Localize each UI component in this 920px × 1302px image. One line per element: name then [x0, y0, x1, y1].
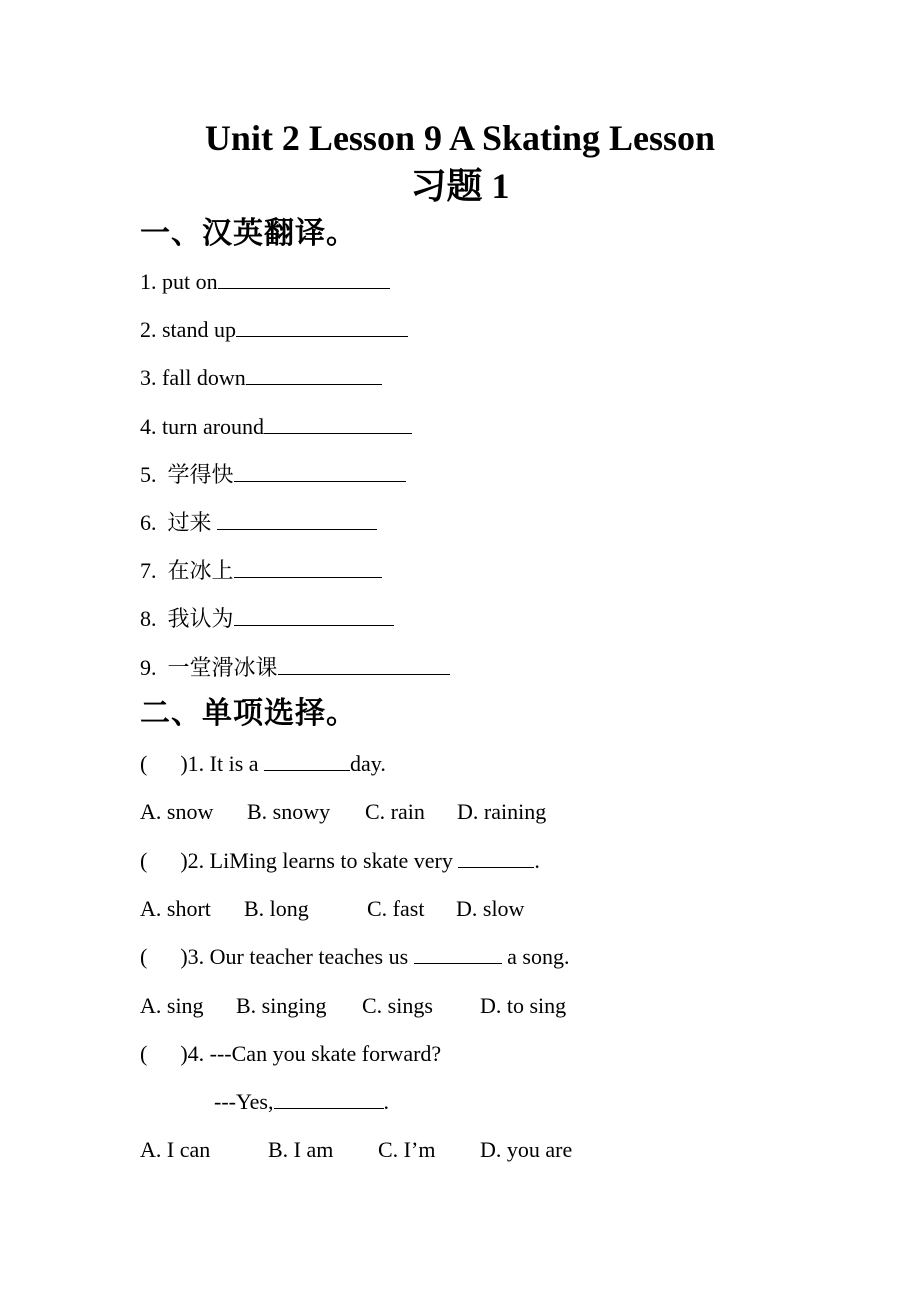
question-blank[interactable]	[264, 750, 350, 771]
option-a[interactable]: A. sing	[140, 992, 204, 1018]
translation-answer-blank[interactable]	[236, 316, 408, 337]
option-c[interactable]: C. sings	[362, 992, 433, 1018]
translation-answer-blank[interactable]	[278, 654, 450, 675]
question-stem	[140, 750, 386, 778]
item-prompt: 我认为	[167, 606, 234, 632]
item-prompt: 在冰上	[167, 558, 234, 584]
section-heading-multiple-choice: 二、单项选择。	[140, 696, 357, 731]
question-stem	[140, 1040, 441, 1068]
option-c[interactable]: C. I’m	[378, 1137, 436, 1163]
reply-text: ---Yes,	[214, 1089, 274, 1115]
option-b[interactable]: B. singing	[236, 992, 327, 1018]
translation-item	[140, 364, 382, 392]
translation-item	[140, 413, 412, 441]
item-number: 8.	[140, 606, 168, 632]
question-text: 3. Our teacher teaches us	[187, 944, 414, 970]
item-number: 1.	[140, 269, 162, 294]
question-reply	[214, 1088, 389, 1116]
section-heading-translation: 一、汉英翻译。	[140, 216, 357, 251]
question-text-end: .	[534, 847, 540, 873]
option-d[interactable]: D. raining	[457, 799, 547, 825]
option-a[interactable]: A. short	[140, 895, 211, 921]
answer-parentheses[interactable]: ( )	[140, 1040, 188, 1066]
question-text-end: a song.	[501, 944, 570, 970]
translation-item	[140, 557, 382, 585]
page-title: Unit 2 Lesson 9 A Skating Lesson	[204, 118, 716, 158]
translation-answer-blank[interactable]	[246, 364, 382, 385]
item-prompt: 学得快	[167, 461, 234, 487]
item-prompt: fall down	[162, 365, 246, 391]
option-d[interactable]: D. you are	[480, 1137, 573, 1163]
item-number: 7.	[140, 558, 168, 584]
item-number: 2.	[140, 317, 162, 343]
translation-answer-blank[interactable]	[218, 268, 390, 289]
translation-item	[140, 654, 450, 682]
item-prompt: 过来	[167, 510, 218, 535]
option-a[interactable]: A. snow	[140, 799, 214, 825]
reply-blank[interactable]	[274, 1088, 384, 1109]
option-b[interactable]: B. long	[244, 895, 309, 921]
translation-answer-blank[interactable]	[264, 413, 412, 434]
question-stem	[140, 847, 540, 875]
question-text: 2. LiMing learns to skate very	[187, 847, 459, 873]
translation-answer-blank[interactable]	[217, 509, 377, 530]
item-prompt: 一堂滑冰课	[167, 654, 278, 680]
answer-parentheses[interactable]: ( )	[140, 847, 188, 873]
item-prompt: stand up	[162, 317, 236, 343]
item-number: 9.	[140, 654, 168, 680]
answer-parentheses[interactable]: ( )	[140, 751, 188, 776]
page-subtitle: 习题 1	[410, 166, 510, 206]
item-number: 5.	[140, 461, 168, 487]
question-text: 4. ---Can you skate forward?	[187, 1040, 442, 1066]
reply-text-end: .	[383, 1089, 389, 1115]
translation-item	[140, 268, 390, 296]
option-b[interactable]: B. snowy	[247, 799, 331, 825]
translation-item	[140, 605, 394, 633]
answer-parentheses[interactable]: ( )	[140, 944, 188, 970]
translation-answer-blank[interactable]	[234, 461, 406, 482]
question-stem	[140, 943, 570, 971]
option-c[interactable]: C. rain	[365, 799, 425, 825]
item-number: 3.	[140, 365, 162, 391]
item-prompt: put on	[162, 269, 218, 294]
option-d[interactable]: D. to sing	[480, 992, 567, 1018]
item-number: 4.	[140, 413, 162, 439]
question-blank[interactable]	[458, 847, 534, 868]
option-d[interactable]: D. slow	[456, 895, 525, 921]
translation-answer-blank[interactable]	[234, 605, 394, 626]
option-a[interactable]: A. I can	[140, 1137, 211, 1163]
translation-answer-blank[interactable]	[234, 557, 382, 578]
option-c[interactable]: C. fast	[367, 895, 425, 921]
translation-item	[140, 461, 406, 489]
item-number: 6.	[140, 510, 168, 535]
translation-item	[140, 509, 377, 537]
option-b[interactable]: B. I am	[268, 1137, 334, 1163]
question-text-end: day.	[350, 751, 386, 776]
translation-item	[140, 316, 408, 344]
item-prompt: turn around	[162, 413, 265, 439]
question-blank[interactable]	[414, 943, 502, 964]
question-text: 1. It is a	[187, 751, 265, 776]
